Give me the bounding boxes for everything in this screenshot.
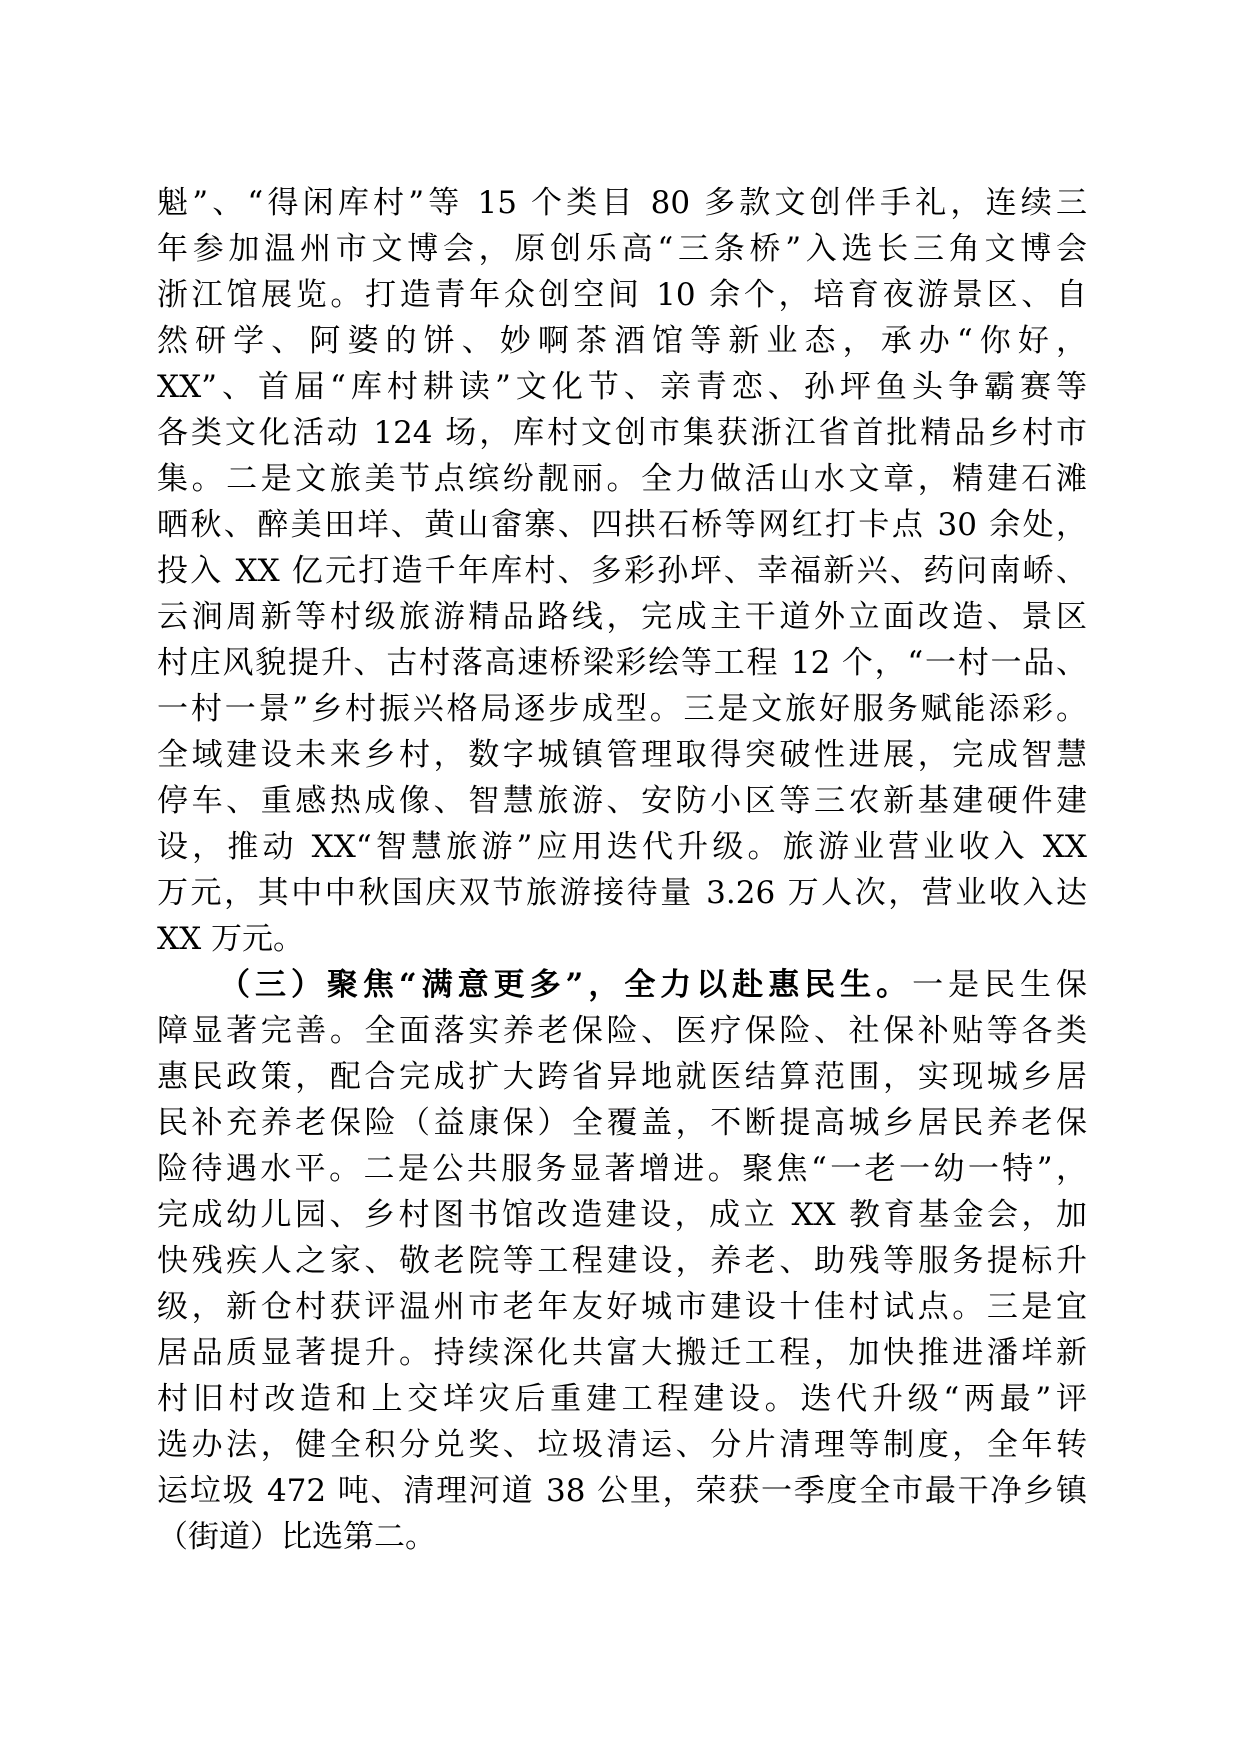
text-line: XX”、首届“库村耕读”文化节、亲青恋、孙坪鱼头争霸赛等	[157, 369, 1087, 405]
text-line: 年参加温州市文博会，原创乐高“三条桥”入选长三角文博会	[157, 231, 1087, 267]
text-line: 魁”、“得闲库村”等 15 个类目 80 多款文创伴手礼，连续三	[157, 185, 1087, 221]
text-line: 然研学、阿婆的饼、妙啊茶酒馆等新业态，承办“你好，	[157, 323, 1087, 359]
text-line: 障显著完善。全面落实养老保险、医疗保险、社保补贴等各类	[157, 1013, 1087, 1049]
text-line: 停车、重感热成像、智慧旅游、安防小区等三农新基建硬件建	[157, 783, 1087, 819]
text-line: 完成幼儿园、乡村图书馆改造建设，成立 XX 教育基金会，加	[157, 1197, 1087, 1233]
text-line: 级，新仓村获评温州市老年友好城市建设十佳村试点。三是宜	[157, 1289, 1087, 1325]
document-body	[157, 180, 1087, 1560]
text-line: 设，推动 XX“智慧旅游”应用迭代升级。旅游业营业收入 XX	[157, 829, 1087, 865]
text-line: 村庄风貌提升、古村落高速桥梁彩绘等工程 12 个，“一村一品、	[157, 645, 1087, 681]
text-line: 运垃圾 472 吨、清理河道 38 公里，荣获一季度全市最干净乡镇	[157, 1473, 1087, 1509]
text-line: XX 万元。	[157, 921, 304, 957]
text-line: 投入 XX 亿元打造千年库村、多彩孙坪、幸福新兴、药问南峤、	[157, 553, 1087, 589]
text-line: 晒秋、醉美田垟、黄山畲寨、四拱石桥等网红打卡点 30 余处，	[157, 507, 1087, 543]
text-run: 一是民生保	[912, 967, 1087, 1003]
text-line: 全域建设未来乡村，数字城镇管理取得突破性进展，完成智慧	[157, 737, 1087, 773]
text-line: 快残疾人之家、敬老院等工程建设，养老、助残等服务提标升	[157, 1243, 1087, 1279]
text-line: 万元，其中中秋国庆双节旅游接待量 3.26 万人次，营业收入达	[157, 875, 1087, 911]
text-line: 险待遇水平。二是公共服务显著增进。聚焦“一老一幼一特”，	[157, 1151, 1087, 1187]
text-line: 集。二是文旅美节点缤纷靓丽。全力做活山水文章，精建石滩	[157, 461, 1087, 497]
text-line-first	[157, 962, 1087, 1008]
text-line: 民补充养老保险（益康保）全覆盖，不断提高城乡居民养老保	[157, 1105, 1087, 1141]
text-line: 居品质显著提升。持续深化共富大搬迁工程，加快推进潘垟新	[157, 1335, 1087, 1371]
paragraph-livelihood	[157, 962, 1087, 1560]
text-line: 浙江馆展览。打造青年众创空间 10 余个，培育夜游景区、自	[157, 277, 1087, 313]
text-line: 村旧村改造和上交垟灾后重建工程建设。迭代升级“两最”评	[157, 1381, 1087, 1417]
text-line: 各类文化活动 124 场，库村文创市集获浙江省首批精品乡村市	[157, 415, 1087, 451]
text-line: 云涧周新等村级旅游精品路线，完成主干道外立面改造、景区	[157, 599, 1087, 635]
text-line: 选办法，健全积分兑奖、垃圾清运、分片清理等制度，全年转	[157, 1427, 1087, 1463]
paragraph-culture-tourism	[157, 180, 1087, 962]
section-heading: （三）聚焦“满意更多”，全力以赴惠民生。	[219, 967, 913, 1003]
text-line: （街道）比选第二。	[157, 1519, 436, 1555]
text-line: 一村一景”乡村振兴格局逐步成型。三是文旅好服务赋能添彩。	[157, 691, 1087, 727]
text-line: 惠民政策，配合完成扩大跨省异地就医结算范围，实现城乡居	[157, 1059, 1087, 1095]
